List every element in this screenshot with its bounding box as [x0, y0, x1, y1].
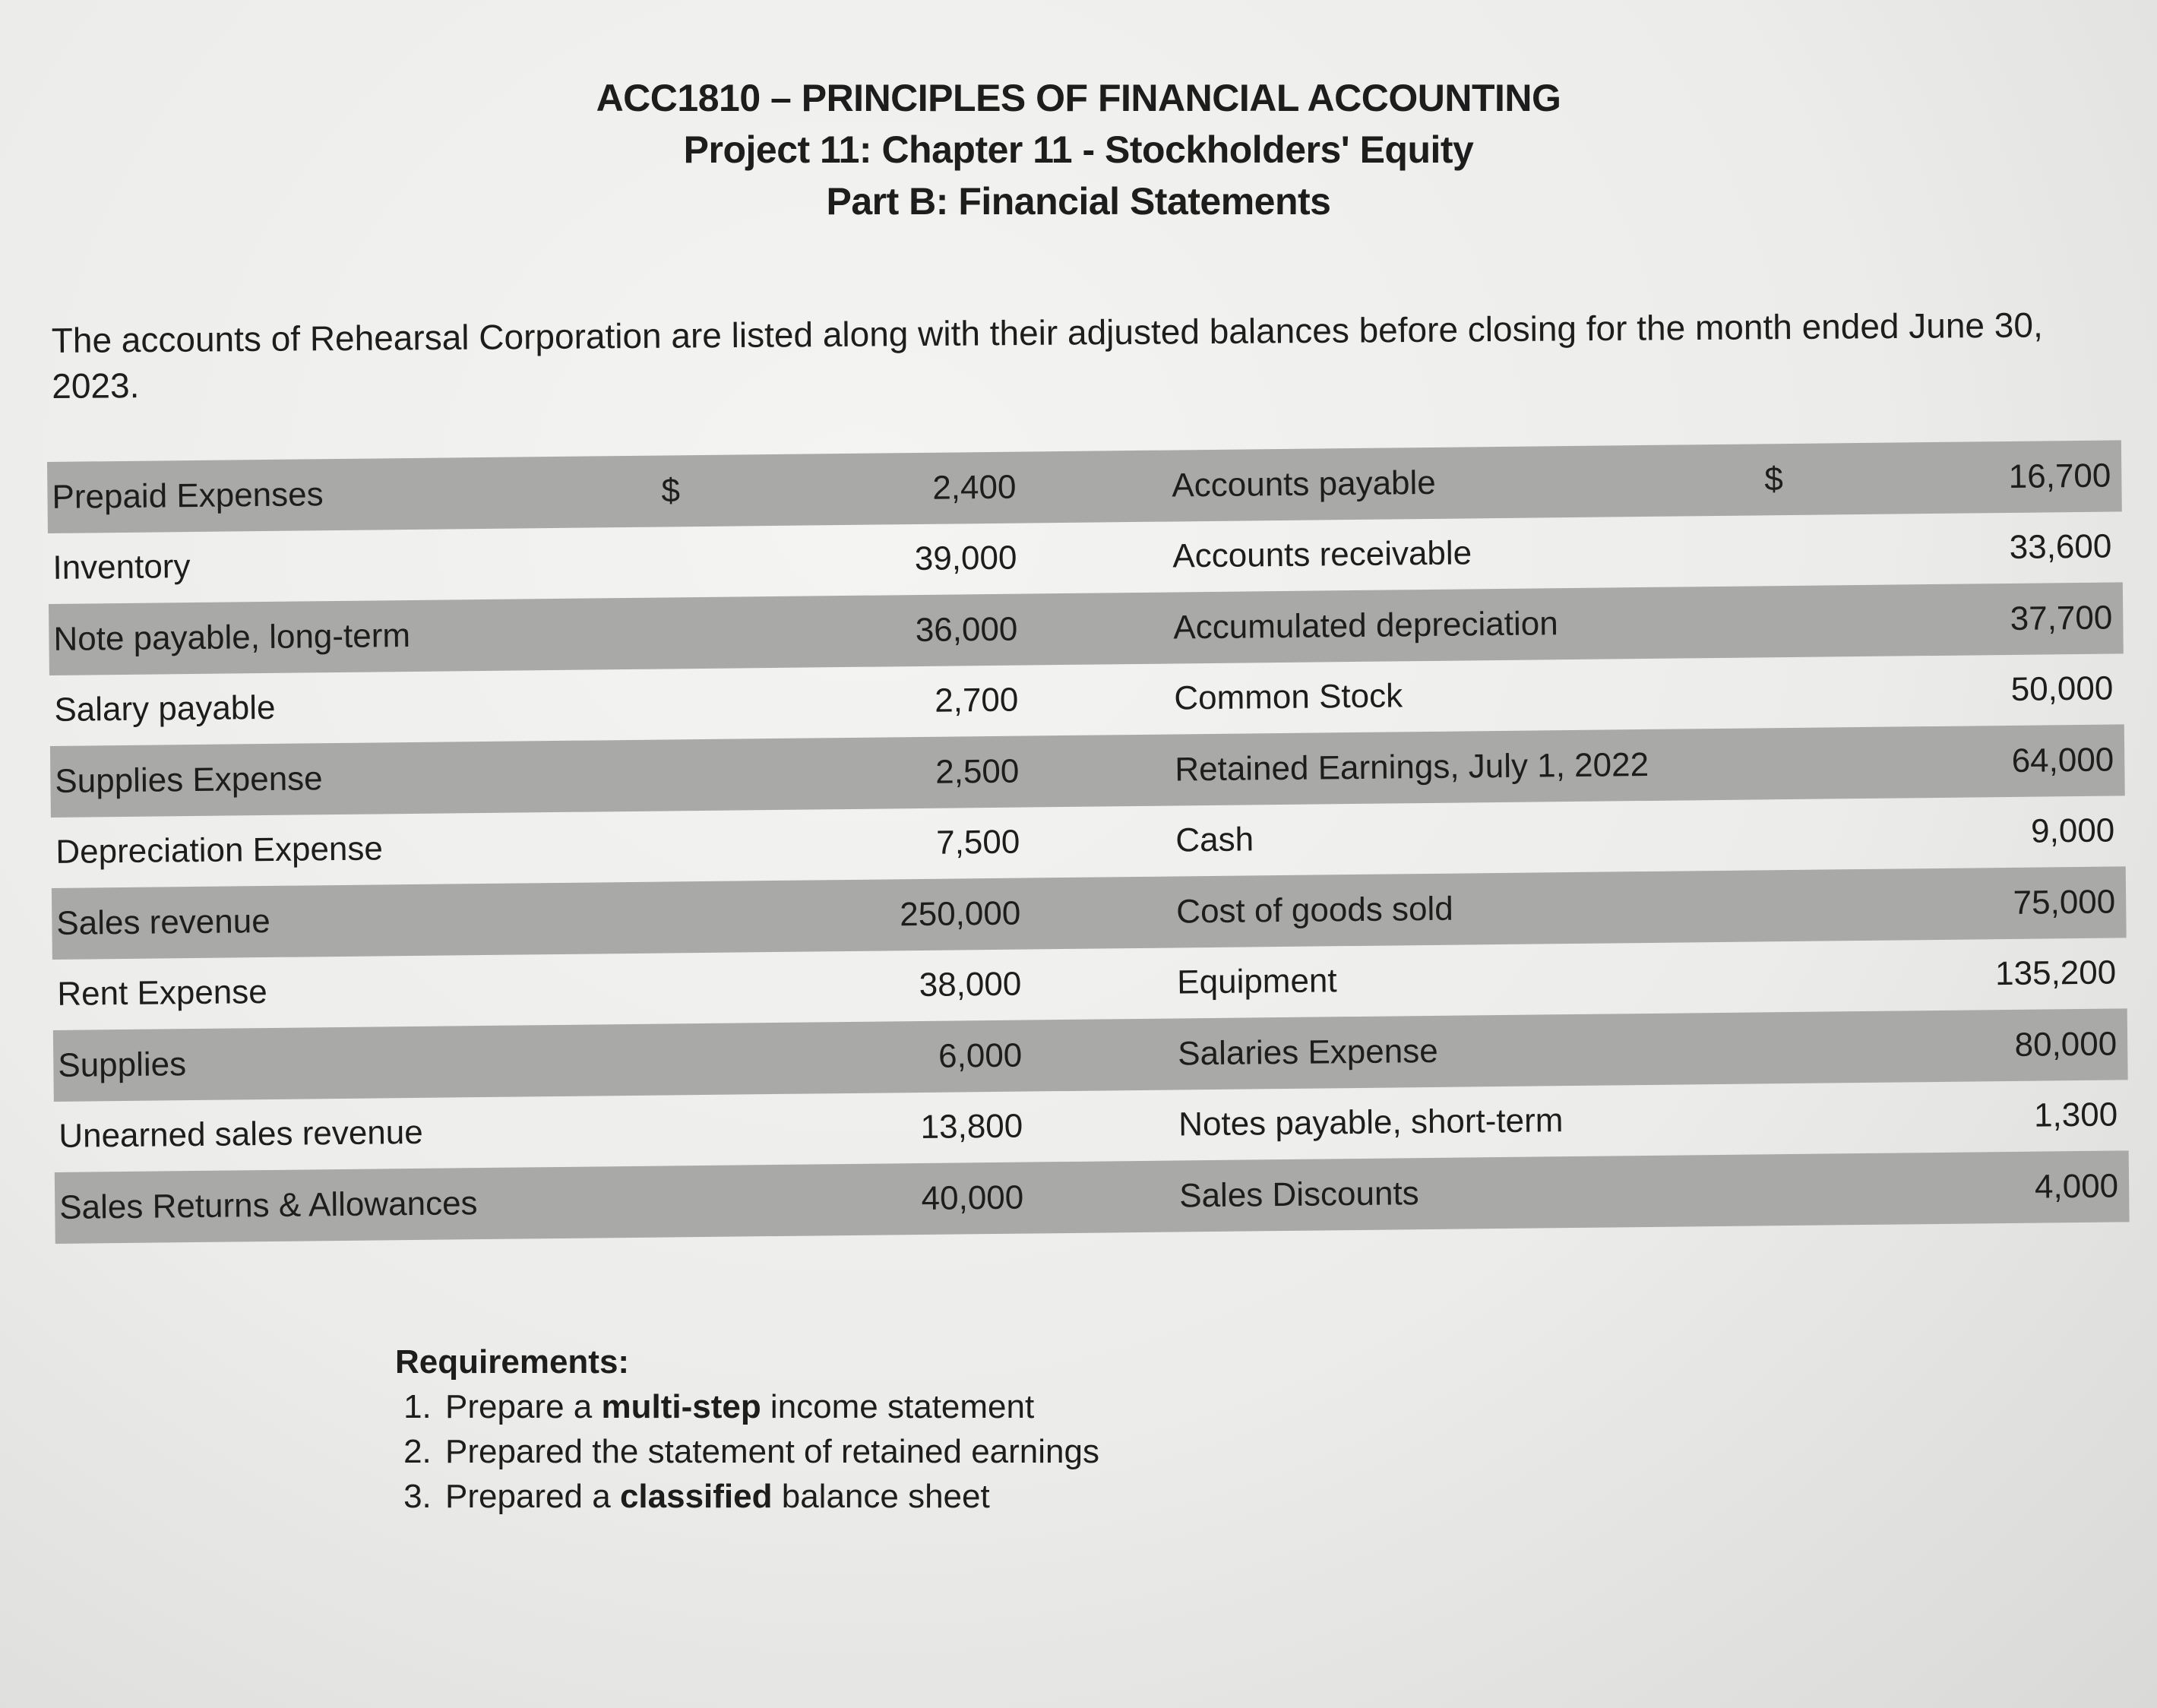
right-account-amount: 4,000	[2034, 1167, 2119, 1206]
left-account-amount: 7,500	[935, 823, 1020, 862]
left-account-amount: 40,000	[921, 1178, 1024, 1217]
right-account-name: Notes payable, short-term	[1178, 1102, 1564, 1143]
course-title: ACC1810 – PRINCIPLES OF FINANCIAL ACCOUNTING	[596, 77, 1561, 119]
left-account-name: Inventory	[52, 548, 191, 587]
right-account-name: Cash	[1175, 821, 1254, 859]
left-account-name: Supplies Expense	[55, 759, 323, 800]
requirement-text: balance sheet	[772, 1478, 990, 1515]
requirement-text: income statement	[761, 1388, 1035, 1425]
requirements-section	[395, 1340, 1099, 1519]
right-account-amount: 80,000	[2014, 1025, 2117, 1064]
right-account-name: Cost of goods sold	[1176, 890, 1453, 931]
left-account-name: Sales revenue	[56, 902, 270, 942]
left-account-name: Rent Expense	[57, 973, 267, 1014]
left-account-amount: 2,500	[935, 752, 1020, 791]
right-account-amount: 9,000	[2030, 811, 2115, 850]
requirement-text: Prepared the statement of retained earnings	[445, 1433, 1099, 1470]
right-account-amount: 75,000	[2013, 883, 2116, 922]
left-account-name: Note payable, long-term	[53, 616, 411, 658]
list-item	[441, 1474, 1099, 1519]
requirement-text: Prepare a	[445, 1388, 602, 1425]
right-account-amount: 37,700	[2010, 599, 2113, 637]
right-account-name: Retained Earnings, July 1, 2022	[1175, 745, 1649, 789]
left-account-name: Supplies	[58, 1045, 187, 1084]
left-account-name: Unearned sales revenue	[59, 1114, 423, 1156]
right-account-amount: 50,000	[2010, 669, 2114, 709]
right-account-amount: 16,700	[2008, 457, 2111, 495]
left-account-amount: 2,700	[934, 681, 1019, 720]
right-account-name: Equipment	[1177, 962, 1337, 1001]
left-account-amount: 6,000	[938, 1036, 1023, 1075]
left-account-amount: 39,000	[914, 539, 1017, 578]
part-title: Part B: Financial Statements	[826, 180, 1331, 223]
left-account-amount: 13,800	[920, 1107, 1023, 1147]
list-item	[441, 1429, 1099, 1474]
intro-paragraph: The accounts of Rehearsal Corporation are listed along with their adjusted balances before closing for the month ended June 30, 2023.	[51, 305, 2043, 406]
left-account-amount: 38,000	[919, 965, 1022, 1004]
left-account-amount: 250,000	[899, 894, 1021, 934]
requirement-emphasis: multi-step	[601, 1388, 761, 1425]
requirement-text: Prepared a	[445, 1478, 620, 1515]
right-account-name: Common Stock	[1174, 677, 1403, 717]
left-dollar-sign: $	[661, 472, 681, 510]
requirement-emphasis: classified	[619, 1478, 773, 1515]
left-account-name: Prepaid Expenses	[52, 475, 324, 516]
right-account-amount: 33,600	[2009, 527, 2112, 567]
right-account-name: Accumulated depreciation	[1173, 604, 1558, 647]
left-account-name: Depreciation Expense	[55, 830, 384, 871]
requirements-heading: Requirements:	[395, 1343, 630, 1381]
right-account-name: Accounts receivable	[1172, 534, 1472, 575]
right-account-amount: 135,200	[1994, 954, 2117, 993]
list-item	[441, 1384, 1099, 1429]
document-header	[0, 72, 2157, 227]
requirements-list	[395, 1384, 1099, 1519]
project-title: Project 11: Chapter 11 - Stockholders' Equity	[683, 128, 1474, 171]
right-account-name: Salaries Expense	[1177, 1032, 1438, 1073]
left-account-name: Sales Returns & Allowances	[59, 1184, 478, 1226]
left-account-amount: 2,400	[932, 468, 1017, 507]
accounts-table	[47, 440, 2130, 1243]
right-dollar-sign: $	[1764, 460, 1784, 498]
right-account-name: Accounts payable	[1172, 463, 1436, 504]
right-account-name: Sales Discounts	[1178, 1174, 1419, 1215]
right-account-amount: 1,300	[2033, 1096, 2118, 1134]
right-account-amount: 64,000	[2011, 741, 2114, 780]
left-account-name: Salary payable	[54, 689, 276, 729]
left-account-amount: 36,000	[915, 610, 1018, 649]
